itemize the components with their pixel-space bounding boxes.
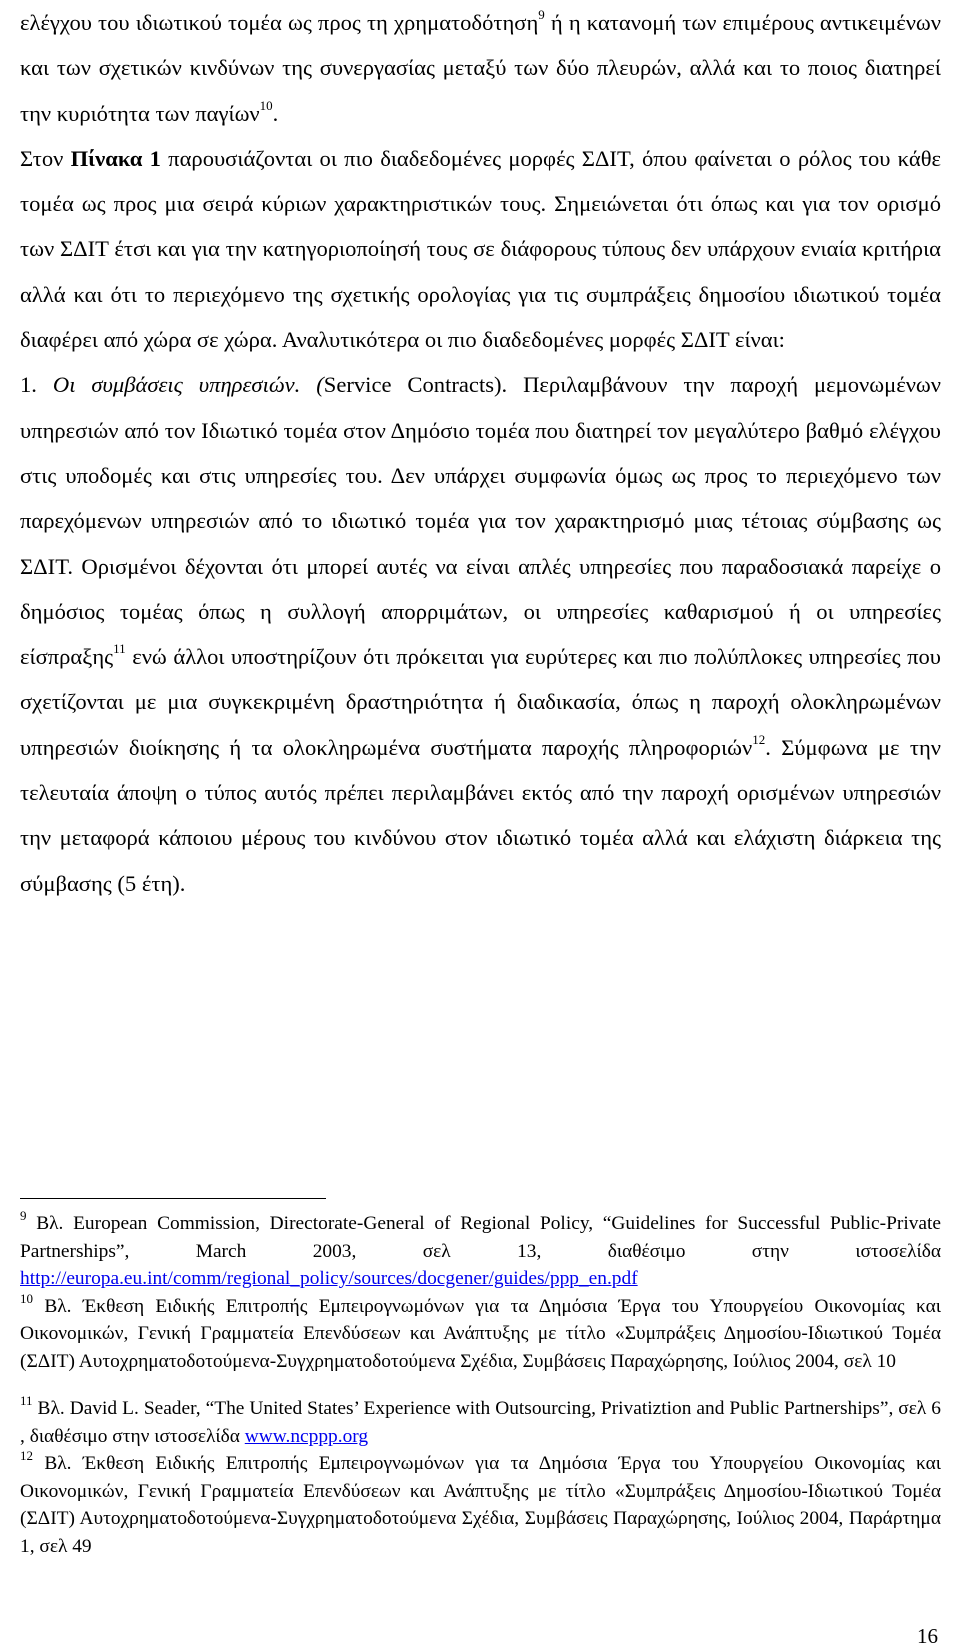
footnote-number: 10 xyxy=(20,1290,33,1306)
footnote-text: Βλ. David L. Seader, “The United States’ Experience with Outsourcing, Privatiztion and Public Partnerships”, σελ 6 , διαθέσιμο στην ιστοσελίδα xyxy=(20,1398,941,1447)
list-number: 1. xyxy=(20,372,53,398)
paragraph-service-contracts xyxy=(20,362,941,906)
footnote-number: 11 xyxy=(20,1393,33,1408)
paragraph-text: . Σύμφωνα με την τελευταία άποψη ο τύπος αυτός πρέπει περιλαμβάνει εκτός από την παροχή ορισμένων υπηρεσιών την μεταφορά κάποιου μέρους του κινδύνου στον ιδιωτικό τομέα αλλά και ελάχιστη διάρκεια της σύμβασης (5 έτη). xyxy=(20,734,941,896)
footnote-separator xyxy=(20,1198,326,1199)
footnote-12 xyxy=(20,1450,941,1560)
paragraph-text: . xyxy=(272,100,279,126)
paragraph-text: ή η κατανομή των επιμέρους αντικειμένων και των σχετικών κινδύνων της συνεργασίας μεταξύ των δύο πλευρών, αλλά και το ποιος διατηρεί την κυριότητα των παγίων xyxy=(20,10,942,126)
footnotes xyxy=(20,1210,941,1560)
footnote-11 xyxy=(20,1395,941,1450)
footnote-ref-11: 11 xyxy=(113,641,126,657)
footnote-9 xyxy=(20,1210,941,1293)
paragraph-intro xyxy=(20,0,941,362)
paragraph-text: ενώ άλλοι υποστηρίζουν ότι πρόκειται για ευρύτερες και πιο πολύπλοκες υπηρεσίες που σχετίζονται με μια συγκεκριμένη δραστηριότητα ή διαδικασία, όπως η παροχή ολοκληρωμένων υπηρεσιών διοίκησης ή τα ολοκληρωμένα συστήματα παροχής πληροφοριών xyxy=(20,644,941,760)
footnote-text: Βλ. Έκθεση Ειδικής Επιτροπής Εμπειρογνωμόνων για τα Δημόσια Έργα του Υπουργείου Οικονομίας και Οικονομικών, Γενική Γραμματεία Επενδύσεων και Ανάπτυξης με τίτλο «Συμπράξεις Δημοσίου-Ιδιωτικού Τομέα (ΣΔΙΤ) Αυτοχρηματοδοτούμενα-Συγχρηματοδοτούμενα Σχέδια, Συμβάσεις Παραχώρησης, Ιούλιος 2004, Παράρτημα 1, σελ 49 xyxy=(20,1453,941,1557)
footnote-ref-10: 10 xyxy=(259,97,273,113)
paragraph-text: ελέγχου του ιδιωτικού τομέα ως προς τη χρηματοδότηση xyxy=(20,10,539,35)
footnote-10 xyxy=(20,1290,941,1376)
body-text xyxy=(20,0,941,906)
page-number: 16 xyxy=(917,1624,938,1648)
section-heading-italic: Οι συμβάσεις υπηρεσιών. ( xyxy=(52,372,324,398)
footnote-gap xyxy=(20,1375,941,1395)
table-reference: Πίνακα 1 xyxy=(70,145,161,171)
footnote-number: 9 xyxy=(20,1208,27,1223)
paragraph-text: Service Contracts). Περιλαμβάνουν την παροχή μεμονωμένων υπηρεσιών από τον Ιδιωτικό τομέα στον Δημόσιο τομέα που διατηρεί τον μεγαλύτερο βαθμό ελέγχου στις υποδομές και στις υπηρεσίες του. Δεν υπάρχει συμφωνία όμως ως προς το περιεχόμενο των παρεχόμενων υπηρεσιών από το ιδιωτικό τομέα για τον χαρακτηρισμό μιας τέτοιας σύμβασης ως ΣΔΙΤ. Ορισμένοι δέχονται ότι μπορεί αυτές να είναι απλές υπηρεσίες που παραδοσιακά παρείχε ο δημόσιος τομέας όπως η συλλογή απορριμάτων, οι υπηρεσίες καθαρισμού ή οι υπηρεσίες είσπραξης xyxy=(20,372,941,670)
footnote-link[interactable]: http://europa.eu.int/comm/regional_policy/sources/docgener/guides/ppp_en.pdf xyxy=(20,1268,638,1289)
footnote-ref-9: 9 xyxy=(538,7,545,22)
footnote-text: Βλ. Έκθεση Ειδικής Επιτροπής Εμπειρογνωμόνων για τα Δημόσια Έργα του Υπουργείου Οικονομίας και Οικονομικών, Γενική Γραμματεία Επενδύσεων και Ανάπτυξης με τίτλο «Συμπράξεις Δημοσίου-Ιδιωτικού Τομέα (ΣΔΙΤ) Αυτοχρηματοδοτούμενα-Συγχρηματοδοτούμενα Σχέδια, Συμβάσεις Παραχώρησης, Ιούλιος 2004, σελ 10 xyxy=(20,1295,941,1372)
footnote-number: 12 xyxy=(20,1448,33,1463)
paragraph-text: παρουσιάζονται οι πιο διαδεδομένες μορφές ΣΔΙΤ, όπου φαίνεται ο ρόλος του κάθε τομέα ως προς μια σειρά κύριων χαρακτηριστικών τους. Σημειώνεται ότι όπως και για τον ορισμό των ΣΔΙΤ έτσι και για την κατηγοριοποίησή τους σε διάφορους τύπους δεν υπάρχουν ενιαία κριτήρια αλλά και ότι το περιεχόμενο της σχετικής ορολογίας για τις συμπράξεις δημοσίου ιδιωτικού τομέα διαφέρει από χώρα σε χώρα. Αναλυτικότερα οι πιο διαδεδομένες μορφές ΣΔΙΤ είναι: xyxy=(20,145,942,353)
footnote-link[interactable]: www.ncppp.org xyxy=(244,1425,369,1447)
paragraph-text: Στον xyxy=(20,145,71,171)
footnote-ref-12: 12 xyxy=(752,731,766,747)
footnote-text: Βλ. European Commission, Directorate-General of Regional Policy, “Guidelines for Successful Public-Private Partnerships”, March 2003, σελ 13, διαθέσιμο στην ιστοσελίδα xyxy=(20,1213,941,1262)
